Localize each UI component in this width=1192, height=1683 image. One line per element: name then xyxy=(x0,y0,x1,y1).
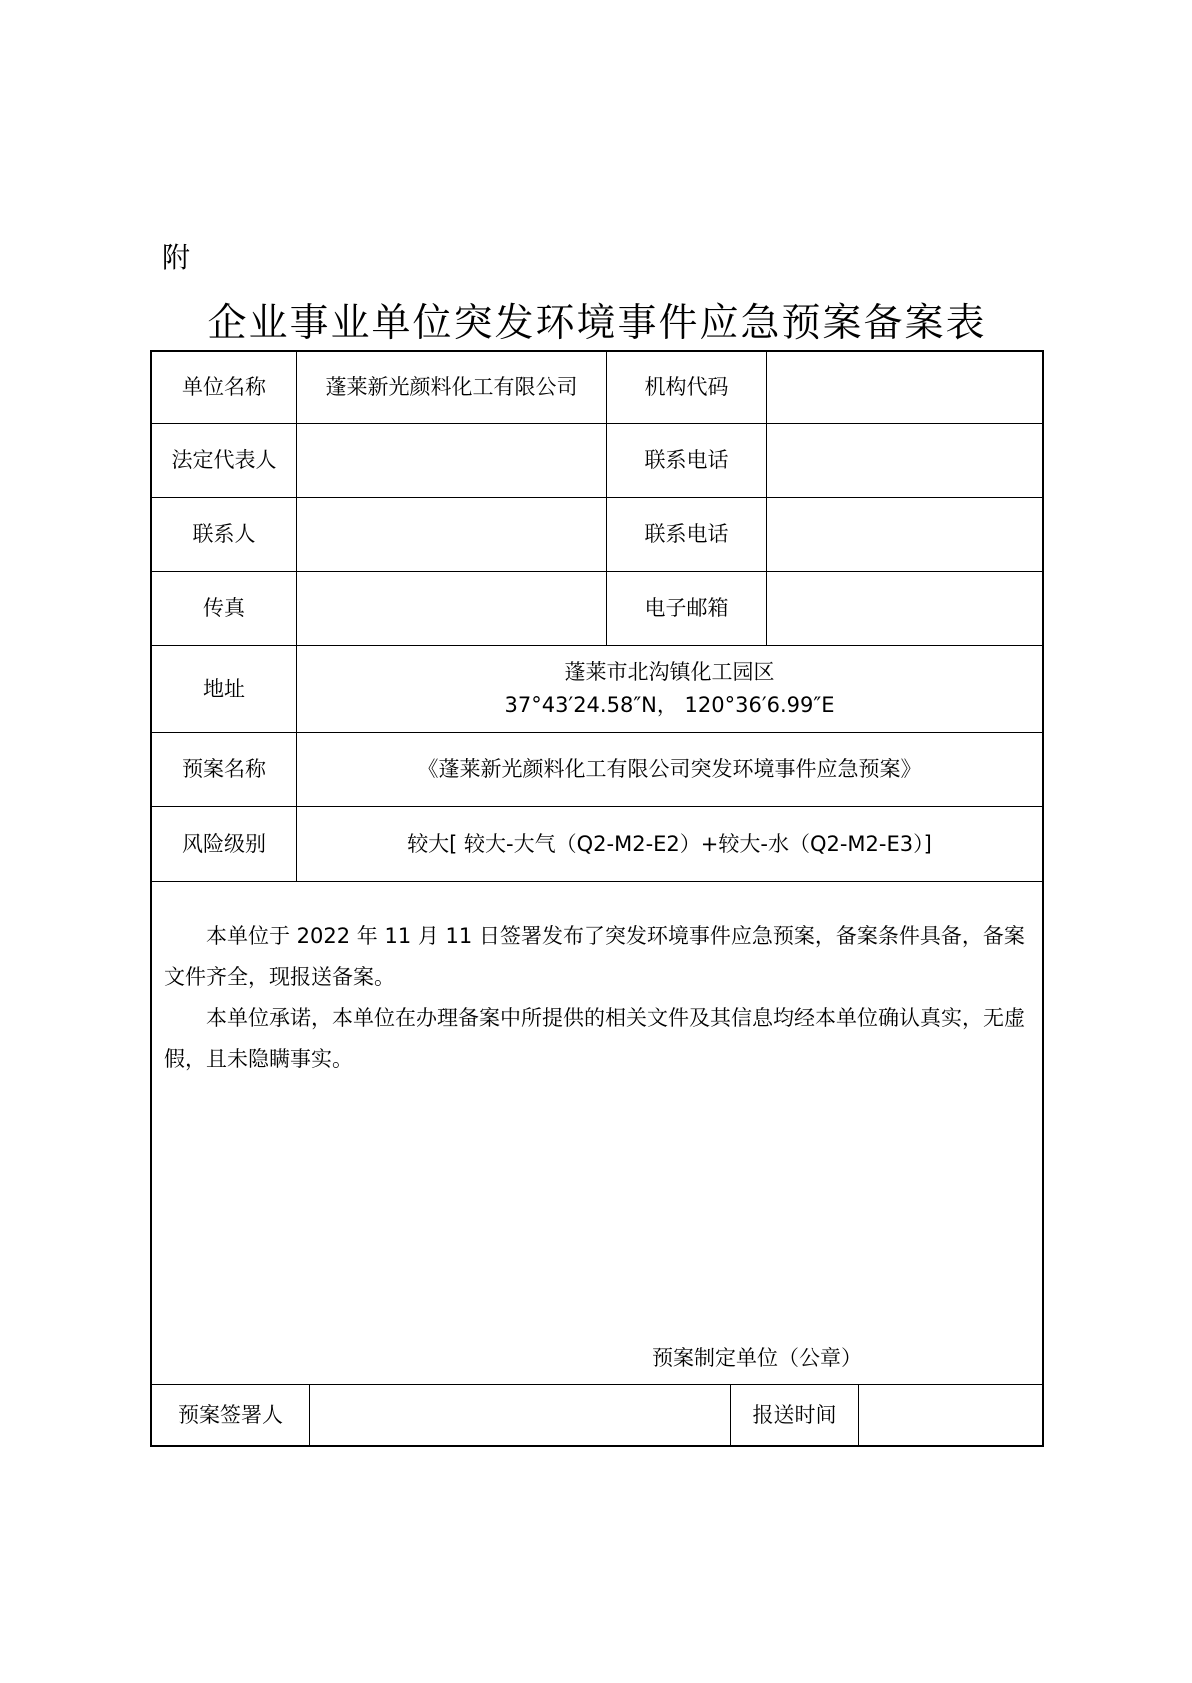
statement-text xyxy=(164,916,1030,1080)
form-row-statement xyxy=(152,882,1042,1385)
org-code-label: 机构代码 xyxy=(607,352,767,423)
plan-name-value: 《蓬莱新光颜料化工有限公司突发环境事件应急预案》 xyxy=(417,757,922,781)
attachment-label: 附 xyxy=(162,241,191,274)
address-coordinates: 37°43′24.58″N， 120°36′6.99″E xyxy=(504,693,835,717)
phone-label-2: 联系电话 xyxy=(607,498,767,571)
contact-label: 联系人 xyxy=(152,498,297,571)
submit-time-label: 报送时间 xyxy=(731,1385,859,1445)
form-row-contact xyxy=(152,498,1042,572)
form-row-plan-name xyxy=(152,733,1042,807)
contact-value xyxy=(297,498,607,571)
address-label: 地址 xyxy=(152,646,297,732)
legal-rep-value xyxy=(297,424,607,497)
org-code-value xyxy=(767,352,1042,423)
statement-paragraph-1: 本单位于 2022 年 11 月 11 日签署发布了突发环境事件应急预案，备案条件具备，备案文件齐全，现报送备案。 xyxy=(164,924,1025,989)
email-value xyxy=(767,572,1042,645)
plan-name-label: 预案名称 xyxy=(152,733,297,806)
legal-rep-label: 法定代表人 xyxy=(152,424,297,497)
page-title: 企业事业单位突发环境事件应急预案备案表 xyxy=(207,301,987,346)
address-value xyxy=(297,646,1042,732)
submit-time-value xyxy=(859,1385,1042,1445)
form-row-fax xyxy=(152,572,1042,646)
seal-label: 预案制定单位（公章） xyxy=(652,1346,862,1370)
email-label: 电子邮箱 xyxy=(607,572,767,645)
risk-level-value: 较大[ 较大-大气（Q2-M2-E2）+较大-水（Q2-M2-E3）] xyxy=(407,831,932,856)
filing-form xyxy=(150,350,1044,1447)
phone-value-2 xyxy=(767,498,1042,571)
form-row-risk-level xyxy=(152,807,1042,882)
form-row-address xyxy=(152,646,1042,733)
company-name-value: 蓬莱新光颜料化工有限公司 xyxy=(297,352,607,423)
form-row-company xyxy=(152,352,1042,424)
form-row-legal-rep xyxy=(152,424,1042,498)
fax-label: 传真 xyxy=(152,572,297,645)
address-line-1: 蓬莱市北沟镇化工园区 xyxy=(564,660,775,684)
signer-label: 预案签署人 xyxy=(152,1385,310,1445)
company-name-label: 单位名称 xyxy=(152,352,297,423)
statement-paragraph-2: 本单位承诺，本单位在办理备案中所提供的相关文件及其信息均经本单位确认真实，无虚假，且未隐瞒事实。 xyxy=(164,1006,1025,1071)
risk-level-label: 风险级别 xyxy=(152,807,297,881)
signer-value xyxy=(310,1385,731,1445)
phone-label-1: 联系电话 xyxy=(607,424,767,497)
fax-value xyxy=(297,572,607,645)
phone-value-1 xyxy=(767,424,1042,497)
form-row-signature xyxy=(152,1385,1042,1445)
